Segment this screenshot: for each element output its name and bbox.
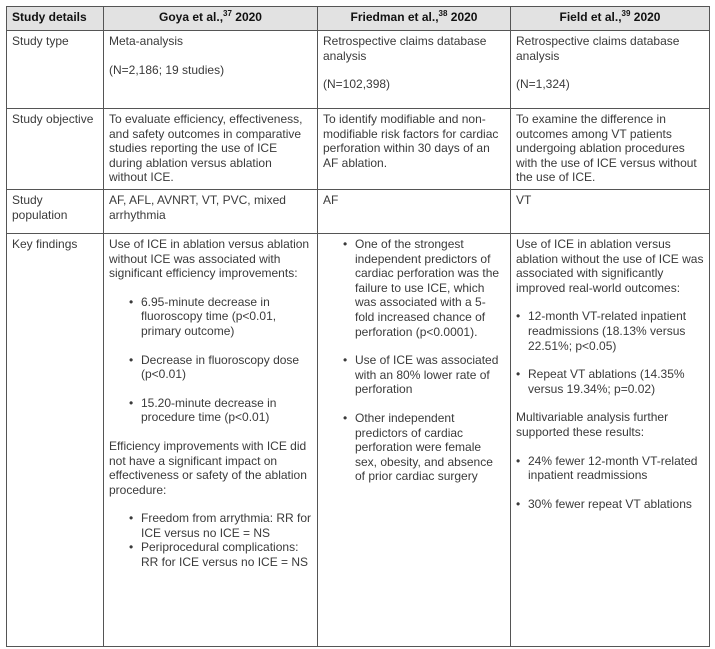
header-field-name: Field et al., [559,10,622,24]
header-field [511,7,710,31]
list-item: • Other independent predictors of cardiac perforation were female sex, obesity, and absence of prior cardiac surgery [343,411,505,484]
cell-field-study-type [511,31,710,109]
goya-findings-intro: Use of ICE in ablation versus ablation without ICE was associated with significant efficiency improvements: [109,236,310,281]
list-item: • Decrease in fluoroscopy dose (p<0.01) [129,353,312,382]
row-label-study-type: Study type [7,31,104,109]
header-friedman [318,7,511,31]
header-goya-ref: 37 [223,9,232,18]
row-study-type [7,31,710,109]
header-study-details: Study details [7,7,104,31]
list-item: • 6.95-minute decrease in fluoroscopy time (p<0.01, primary outcome) [129,295,312,339]
friedman-type-text: Retrospective claims database analysis [323,34,487,63]
cell-field-objective: To examine the difference in outcomes among VT patients undergoing ablation procedures with the use of ICE versus without the use of ICE. [511,109,710,190]
header-friedman-name: Friedman et al., [350,10,439,24]
cell-friedman-study-type [318,31,511,109]
goya-type-text: Meta-analysis [109,34,184,48]
goya-findings-list [109,295,312,425]
goya-findings-para2: Efficiency improvements with ICE did not have a significant impact on effectiveness or safety of the ablation procedure: [109,438,307,497]
header-field-ref: 39 [621,9,631,18]
header-friedman-ref: 38 [438,9,448,18]
list-item: • 15.20-minute decrease in procedure time (p<0.01) [129,396,312,425]
cell-goya-objective: To evaluate efficiency, effectiveness, and safety outcomes in comparative studies reporting the use of ICE during ablation versus ablation without ICE. [104,109,318,190]
list-item: • Freedom from arrythmia: RR for ICE versus no ICE = NS [129,511,312,540]
cell-goya-key-findings [104,233,318,646]
field-findings-intro: Use of ICE in ablation versus ablation without the use of ICE was associated with significantly improved real-world outcomes: [516,236,704,295]
header-row [7,7,710,31]
list-item: • 30% fewer repeat VT ablations [516,497,704,512]
cell-goya-study-type [104,31,318,109]
friedman-sample-size: (N=102,398) [323,77,391,92]
list-item: • Use of ICE was associated with an 80% lower rate of perforation [343,353,505,397]
cell-friedman-objective: To identify modifiable and non-modifiable risk factors for cardiac perforation within 30 days of an AF ablation. [318,109,511,190]
header-goya-name: Goya et al., [159,10,224,24]
row-label-study-population: Study population [7,189,104,233]
cell-goya-population: AF, AFL, AVNRT, VT, PVC, mixed arrhythmia [104,189,318,233]
list-item: • Repeat VT ablations (14.35% versus 19.34%; p=0.02) [516,367,704,396]
field-findings-list2 [516,454,704,512]
cell-field-population: VT [511,189,710,233]
list-item: • One of the strongest independent predictors of cardiac perforation was the failure to use ICE, which was associated with a 5-fold increased chance of perforation (p<0.0001). [343,237,505,339]
row-key-findings [7,233,710,646]
row-label-key-findings: Key findings [7,233,104,646]
friedman-findings-list [323,237,505,484]
list-item: • 12-month VT-related inpatient readmissions (18.13% versus 22.51%; p<0.05) [516,309,704,353]
row-study-objective [7,109,710,190]
cell-friedman-key-findings [318,233,511,646]
field-sample-size: (N=1,324) [516,77,570,92]
field-findings-para2: Multivariable analysis further supported these results: [516,410,669,439]
list-item: • 24% fewer 12-month VT-related inpatient readmissions [516,454,704,483]
list-item: • Periprocedural complications: RR for ICE versus no ICE = NS [129,540,312,569]
row-study-population [7,189,710,233]
cell-field-key-findings [511,233,710,646]
evidence-table [6,6,710,647]
goya-findings-list2 [109,511,312,569]
row-label-study-objective: Study objective [7,109,104,190]
header-friedman-year: 2020 [447,10,478,24]
header-field-year: 2020 [630,10,661,24]
goya-sample-size: (N=2,186; 19 studies) [109,62,225,77]
header-goya-year: 2020 [231,10,262,24]
field-findings-list [516,309,704,396]
header-goya [104,7,318,31]
cell-friedman-population: AF [318,189,511,233]
field-type-text: Retrospective claims database analysis [516,34,680,63]
